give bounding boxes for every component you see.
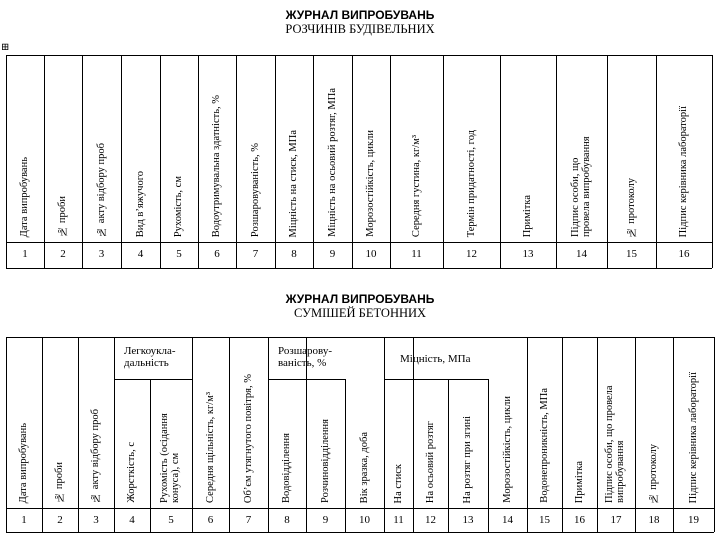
table2-col-number-11: 11 xyxy=(393,514,404,526)
table2-header-18: № протоколу xyxy=(648,443,659,503)
table1-col-number-5: 5 xyxy=(176,248,182,260)
table2-col-number-1: 1 xyxy=(21,514,27,526)
table2-top-border xyxy=(6,337,714,338)
table2-col-number-17: 17 xyxy=(610,514,622,526)
table1-header-12: Термін придатності, год xyxy=(465,129,477,237)
table2-col-number-18: 18 xyxy=(648,514,660,526)
table2-group-line-segregation xyxy=(268,379,345,380)
table2-col-number-12: 12 xyxy=(425,514,436,526)
table2-col-number-4: 4 xyxy=(129,514,135,526)
journal1-subtitle: РОЗЧИНІВ БУДІВЕЛЬНИХ xyxy=(285,22,435,36)
table1-column-border xyxy=(198,55,199,268)
table2-header-9: Розчиновідділення xyxy=(319,419,331,503)
table1-header-1: Дата випробувань xyxy=(19,156,30,237)
table1-col-number-13: 13 xyxy=(522,248,534,260)
table2-group-line-workability xyxy=(114,379,192,380)
table1-header-13: Примітка xyxy=(522,194,533,237)
table2-col-number-5: 5 xyxy=(168,514,174,526)
table1-column-border xyxy=(121,55,122,268)
table1-col-number-8: 8 xyxy=(291,248,297,260)
table1-column-border xyxy=(6,55,7,268)
table2-col-number-13: 13 xyxy=(462,514,474,526)
table2-col-number-6: 6 xyxy=(207,514,214,526)
journal2-heading xyxy=(0,292,720,320)
table1-col-number-7: 7 xyxy=(252,248,259,260)
table2-col-number-9: 9 xyxy=(322,514,329,526)
table2-header-6: Середня щільність, кг/м³ xyxy=(204,392,216,503)
table1-col-number-2: 2 xyxy=(60,248,66,260)
table2-column-border xyxy=(597,337,598,532)
table1-column-border xyxy=(443,55,444,268)
table2-col-number-3: 3 xyxy=(93,514,99,526)
table1-col-number-12: 12 xyxy=(466,248,477,260)
table2-header-divider xyxy=(6,508,714,509)
table2-header-17: Підпис особи, що провела випробування xyxy=(604,385,626,503)
table1-column-border xyxy=(44,55,45,268)
journal2-title: ЖУРНАЛ ВИПРОБУВАНЬ xyxy=(285,292,435,306)
journal1-heading xyxy=(0,8,720,36)
table1-column-border xyxy=(160,55,161,268)
table2-col-number-16: 16 xyxy=(574,514,585,526)
table1-col-number-6: 6 xyxy=(214,248,220,260)
table1-col-number-11: 11 xyxy=(411,248,422,260)
table2-col-number-19: 19 xyxy=(688,514,699,526)
table1-col-number-1: 1 xyxy=(22,248,28,260)
table2-column-border xyxy=(673,337,674,532)
table1-column-border xyxy=(313,55,314,268)
table2-column-border xyxy=(192,337,193,532)
table2-header-1: Дата випробувань xyxy=(18,422,29,503)
table2-header-19: Підпис керівника лабораторії xyxy=(687,371,699,503)
table2-header-16: Примітка xyxy=(573,460,585,503)
table-anchor-icon: ⊞ xyxy=(1,42,10,53)
table1-col-number-9: 9 xyxy=(329,248,336,260)
table1-header-9: Міцність на осьовий розтяг, МПа xyxy=(326,88,338,237)
table2-column-border xyxy=(635,337,636,532)
table1-col-number-15: 15 xyxy=(626,248,637,260)
table2-header-4: Жорсткість, с xyxy=(126,442,137,503)
table2-group-line-strength xyxy=(384,379,488,380)
table1-col-number-3: 3 xyxy=(98,248,105,260)
table1-col-number-4: 4 xyxy=(137,248,144,260)
table1-col-number-10: 10 xyxy=(365,248,377,260)
table1-header-8: Міцність на стиск, МПа xyxy=(288,129,299,237)
table1-column-border xyxy=(275,55,276,268)
journal2-subtitle: СУМІШЕЙ БЕТОННИХ xyxy=(293,306,427,320)
table2-column-border xyxy=(42,337,43,532)
table2-column-border xyxy=(229,337,230,532)
table1-header-16: Підпис керівника лабораторії xyxy=(678,105,689,237)
table2-header-3: № акту відбору проб xyxy=(90,409,101,503)
table2-column-border xyxy=(150,379,151,532)
table1-column-border xyxy=(236,55,237,268)
table1-col-number-16: 16 xyxy=(678,248,690,260)
table1-col-number-14: 14 xyxy=(576,248,587,260)
table2-column-border xyxy=(488,379,489,532)
table1-header-3: № акту відбору проб xyxy=(95,143,107,237)
table2-header-5: Рухомість (осідання конуса), см xyxy=(159,413,181,503)
table2-header-11: На стиск xyxy=(392,463,404,503)
table2-group-workability: Легкоукла- дальність xyxy=(124,345,176,369)
table2-header-2: № проби xyxy=(54,462,65,503)
table2-col-number-10: 10 xyxy=(359,514,370,526)
table2-column-border xyxy=(6,337,7,532)
journal1-title: ЖУРНАЛ ВИПРОБУВАНЬ xyxy=(285,8,435,22)
table2-header-7: Об’єм утягнутого повітря, % xyxy=(242,373,254,503)
table1-column-border xyxy=(82,55,83,268)
table1-header-divider xyxy=(6,242,712,243)
table2-column-border xyxy=(413,337,414,532)
table2-header-15: Водонепроникність, МПа xyxy=(538,388,550,503)
table2-col-number-8: 8 xyxy=(284,514,290,526)
table1-header-6: Водоутримувальна здатність, % xyxy=(211,94,222,237)
table2-column-border xyxy=(448,379,449,532)
table1-header-11: Середня густина, кг/м³ xyxy=(410,134,422,237)
table1-column-border xyxy=(390,55,391,268)
table2-column-border xyxy=(268,337,269,532)
table2-col-number-15: 15 xyxy=(539,514,550,526)
table1-header-5: Рухомість, см xyxy=(173,175,184,237)
table2-column-border xyxy=(714,337,715,532)
table1-top-border xyxy=(6,55,712,56)
table2-column-border xyxy=(527,337,528,532)
table1-column-border xyxy=(556,55,557,268)
table1-column-border xyxy=(656,55,657,268)
table2-col-number-7: 7 xyxy=(245,514,252,526)
table2-column-border xyxy=(562,337,563,532)
table2-header-13: На розтяг при згині xyxy=(462,415,473,503)
table1-header-15: № протоколу xyxy=(625,177,637,237)
table2-group-segregation: Розшарову- ваність, % xyxy=(278,345,333,369)
table2-header-8: Водовідділення xyxy=(281,433,292,503)
table2-column-border xyxy=(384,337,385,532)
table2-header-14: Морозостійкість, цикли xyxy=(501,396,513,503)
table2-col-number-14: 14 xyxy=(502,514,513,526)
table1-header-10: Морозостійкість, цикли xyxy=(365,130,376,237)
table2-bottom-border xyxy=(6,532,714,533)
table1-header-4: Вид в’яжучого xyxy=(134,170,146,237)
table2-header-12: На осьовий розтяг xyxy=(424,420,436,503)
table2-header-10: Вік зразка, доба xyxy=(358,431,370,503)
table1-column-border xyxy=(712,55,713,268)
table1-header-7: Розшаровуваність, % xyxy=(249,142,261,237)
table1-column-border xyxy=(352,55,353,268)
table2-col-number-2: 2 xyxy=(57,514,63,526)
table1-bottom-border xyxy=(6,268,712,269)
table2-column-border xyxy=(114,337,115,532)
table2-group-strength: Міцність, МПа xyxy=(400,353,471,365)
table1-column-border xyxy=(607,55,608,268)
table2-column-border xyxy=(345,379,346,532)
table1-header-14: Підпис особи, що провела випробування xyxy=(569,136,592,237)
table2-column-border xyxy=(78,337,79,532)
table1-column-border xyxy=(500,55,501,268)
table1-header-2: № проби xyxy=(57,196,68,237)
